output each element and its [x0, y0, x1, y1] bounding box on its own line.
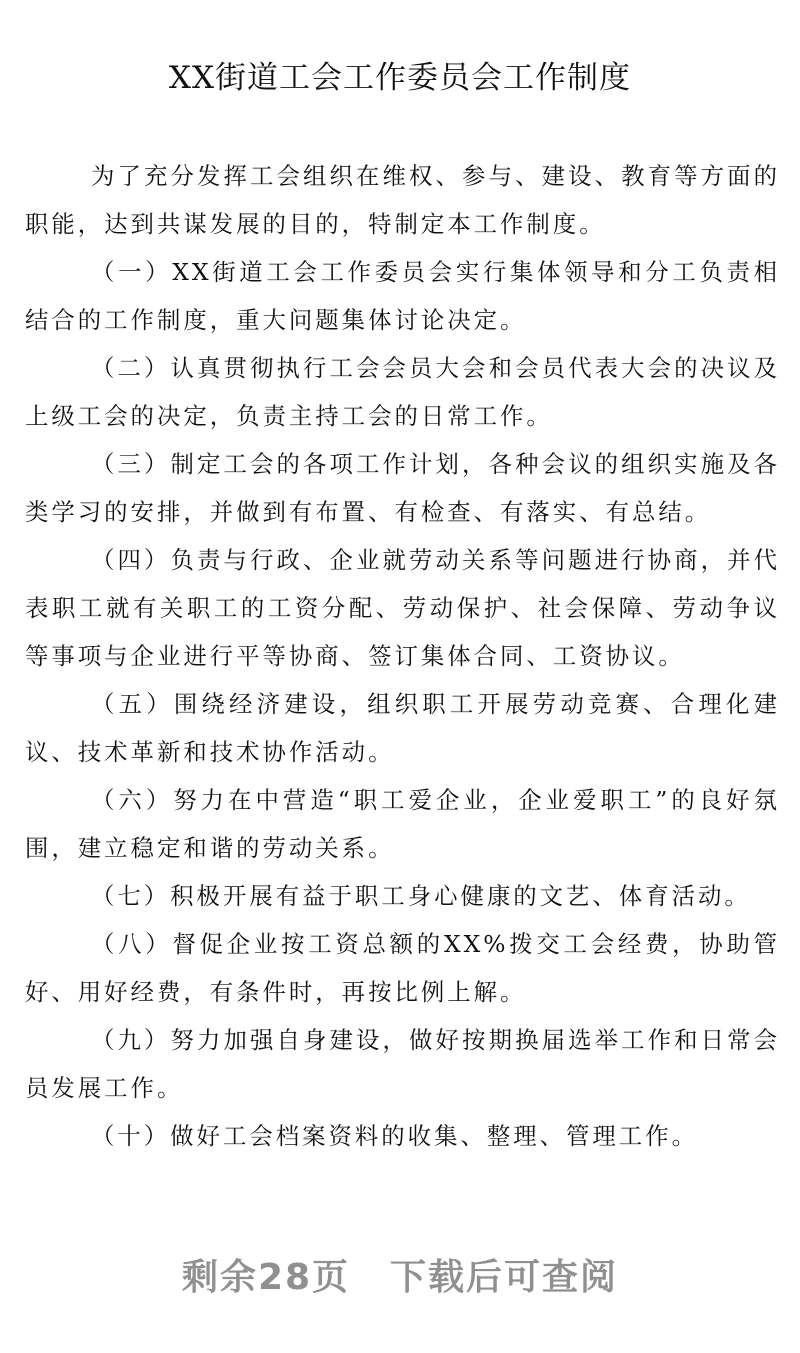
remaining-pages-label: 剩余28页 — [181, 1257, 351, 1298]
document-body — [25, 152, 780, 1160]
paragraph-item-6: （六）努力在中营造“职工爱企业，企业爱职工”的良好氛围，建立稳定和谐的劳动关系。 — [25, 786, 780, 862]
paragraph-item-9: （九）努力加强自身建设，做好按期换届选举工作和日常会员发展工作。 — [25, 1026, 780, 1102]
paragraph-item-4: （四）负责与行政、企业就劳动关系等问题进行协商，并代表职工就有关职工的工资分配、劳动保护、社会保障、劳动争议等事项与企业进行平等协商、签订集体合同、工资协议。 — [25, 546, 780, 670]
download-hint-label: 下载后可查阅 — [390, 1257, 619, 1298]
paragraph-item-7: （七）积极开展有益于职工身心健康的文艺、体育活动。 — [91, 882, 751, 910]
document-title: XX街道工会工作委员会工作制度 — [168, 60, 632, 96]
paragraph-intro: 为了充分发挥工会组织在维权、参与、建设、教育等方面的职能，达到共谋发展的目的，特制定本工作制度。 — [25, 162, 780, 238]
paragraph-item-2: （二）认真贯彻执行工会会员大会和会员代表大会的决议及上级工会的决定，负责主持工会的日常工作。 — [25, 354, 780, 430]
paragraph-item-10: （十）做好工会档案资料的收集、整理、管理工作。 — [91, 1122, 698, 1150]
paragraph-item-5: （五）围绕经济建设，组织职工开展劳动竞赛、合理化建议、技术革新和技术协作活动。 — [25, 690, 780, 766]
paragraph-item-8: （八）督促企业按工资总额的XX%拨交工会经费，协助管好、用好经费，有条件时，再按比例上解。 — [25, 930, 780, 1006]
paragraph-item-1: （一）XX街道工会工作委员会实行集体领导和分工负责相结合的工作制度，重大问题集体讨论决定。 — [25, 258, 780, 334]
download-prompt[interactable] — [0, 1252, 800, 1304]
paragraph-item-3: （三）制定工会的各项工作计划，各种会议的组织实施及各类学习的安排，并做到有布置、有检查、有落实、有总结。 — [25, 450, 780, 526]
